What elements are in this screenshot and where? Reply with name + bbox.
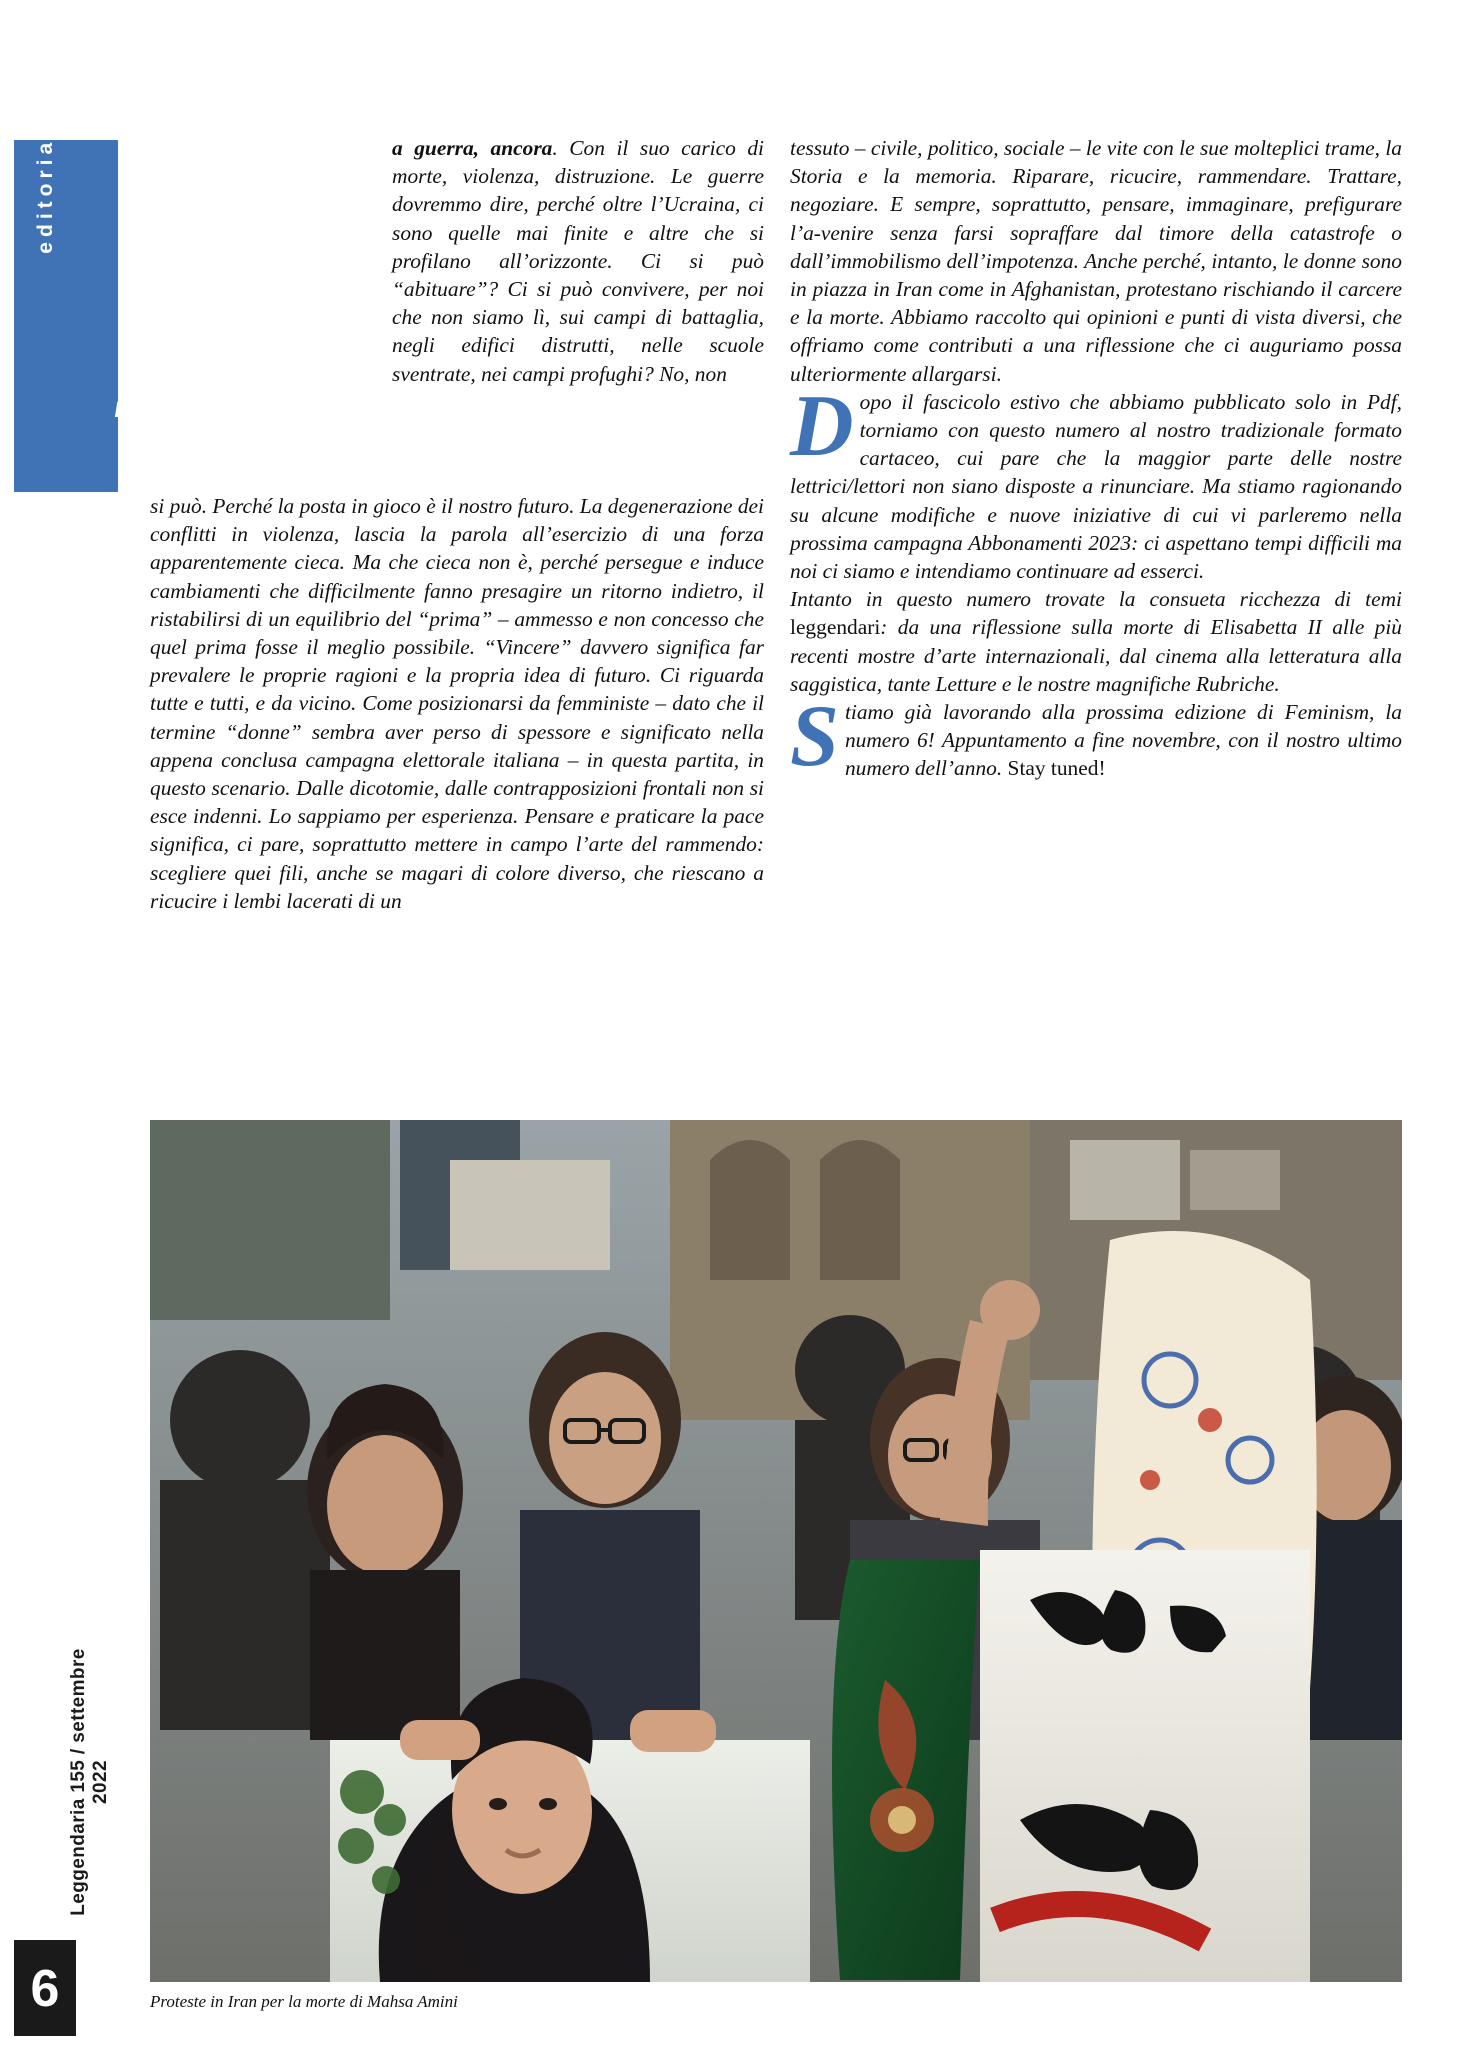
dropcap-s: S (790, 688, 839, 786)
article-paragraph-1 (392, 134, 764, 388)
article-paragraph-1-text: . Con il suo carico di morte, violenza, distruzione. Le guerre dovremmo dire, perché oltre l’Ucraina, ci sono quelle mai finite e altre che si profilano all’orizzonte. Ci si può “abituare”? Ci si può convivere, per noi che non siamo lì, sui campi di battaglia, negli edifici distrutti, nelle scuole sventrate, nei campi profughi? No, non (392, 136, 764, 386)
issue-label: Leggendaria 155 / settembre 2022 (68, 1648, 111, 1916)
article-paragraph-2: si può. Perché la posta in gioco è il nostro futuro. La degenerazione dei conflitti in violenza, lascia la parola all’esercizio di una forza apparentemente cieca. Ma che cieca non è, perché persegue e induce cambiamenti che difficilmente fanno presagire un ritorno indietro, il ristabilirsi di un equilibrio del “prima” – ammesso e non concesso che quel prima fosse il meglio possibile. “Vincere” davvero significa far prevalere le proprie ragioni e la propria idea di futuro. Ci riguarda tutte e tutti, e da vicino. Come posizionarsi da femministe – dato che il termine “donne” sembra aver perso di spessore e significato nella appena conclusa campagna elettorale italiana – in questa partita, in questo scenario. Dalle dicotomie, dalle contrapposizioni frontali non si esce indenni. Lo sappiamo per esperienza. Pensare e praticare la pace significa, ci pare, soprattutto mettere in campo l’arte del rammendo: scegliere quei fili, anche se magari di colore diverso, che riescano a ricucire i lembi lacerati di un (150, 494, 764, 913)
section-label: editoriale (34, 110, 57, 254)
article-paragraph-5-a: Intanto in questo numero trovate la consueta ricchezza di temi (790, 587, 1402, 612)
article-paragraph-6 (790, 688, 1402, 786)
article-paragraph-4 (790, 377, 1402, 585)
article-dropcap-initial: L (118, 35, 381, 511)
article-photo (150, 1120, 1402, 1982)
article-paragraph-6-text: tiamo già lavorando alla prossima edizione di Feminism, la numero 6! Appuntamento a fine novembre, con il nostro ultimo numero dell’anno. (844, 700, 1402, 781)
article-paragraph-5-b: : da una riflessione sulla morte di Elisabetta II alle più recenti mostre d’arte internazionali, dal cinema alla letteratura alla saggistica, tante Letture e le nostre magnifiche Rubriche. (790, 615, 1402, 696)
article-paragraph-3: tessuto – civile, politico, sociale – le vite con le sue molteplici trame, la Storia e la memoria. Riparare, ricucire, rammendare. Trattare, negoziare. E sempre, soprattutto, pensare, immaginare, prefigurare l’a-venire senza farsi sopraffare dal timore della catastrofe o dall’immobilismo dell’impotenza. Anche perché, intanto, le donne sono in piazza in Iran come in Afghanistan, protestano rischiando il carcere e la morte. Abbiamo raccolto qui opinioni e punti di vista diversi, che offriamo come contributi a una riflessione che ci auguriamo possa ulteriormente allargarsi. (790, 136, 1402, 386)
page-number: 6 (30, 1960, 60, 2018)
article-column-right (790, 134, 1402, 786)
left-rail (0, 0, 118, 2050)
photo-caption: Proteste in Iran per la morte di Mahsa Amini (150, 1992, 458, 2011)
article-lead-bold: a guerra, ancora (392, 136, 553, 160)
section-tab-block (14, 140, 118, 492)
article-paragraph-5-roman: leggendari (790, 615, 881, 640)
article-paragraph-4-text: opo il fascicolo estivo che abbiamo pubblicato solo in Pdf, torniamo con questo numero al nostro tradizionale formato cartaceo, cui pare che la maggior parte delle nostre lettrici/lettori non siano disposte a rinunciare. Ma stiamo ragionando su alcune modifiche e nuove iniziative di cui vi parleremo nella prossima campagna Abbonamenti 2023: ci aspettano tempi difficili ma noi ci siamo e intendiamo continuare ad esserci. (790, 389, 1402, 584)
article-paragraph-6-roman: Stay tuned! (1007, 756, 1106, 781)
dropcap-d: D (790, 377, 854, 475)
article-paragraph-5 (790, 585, 1402, 698)
article-column-left-top (392, 134, 764, 388)
article-column-left-wide (150, 492, 764, 915)
